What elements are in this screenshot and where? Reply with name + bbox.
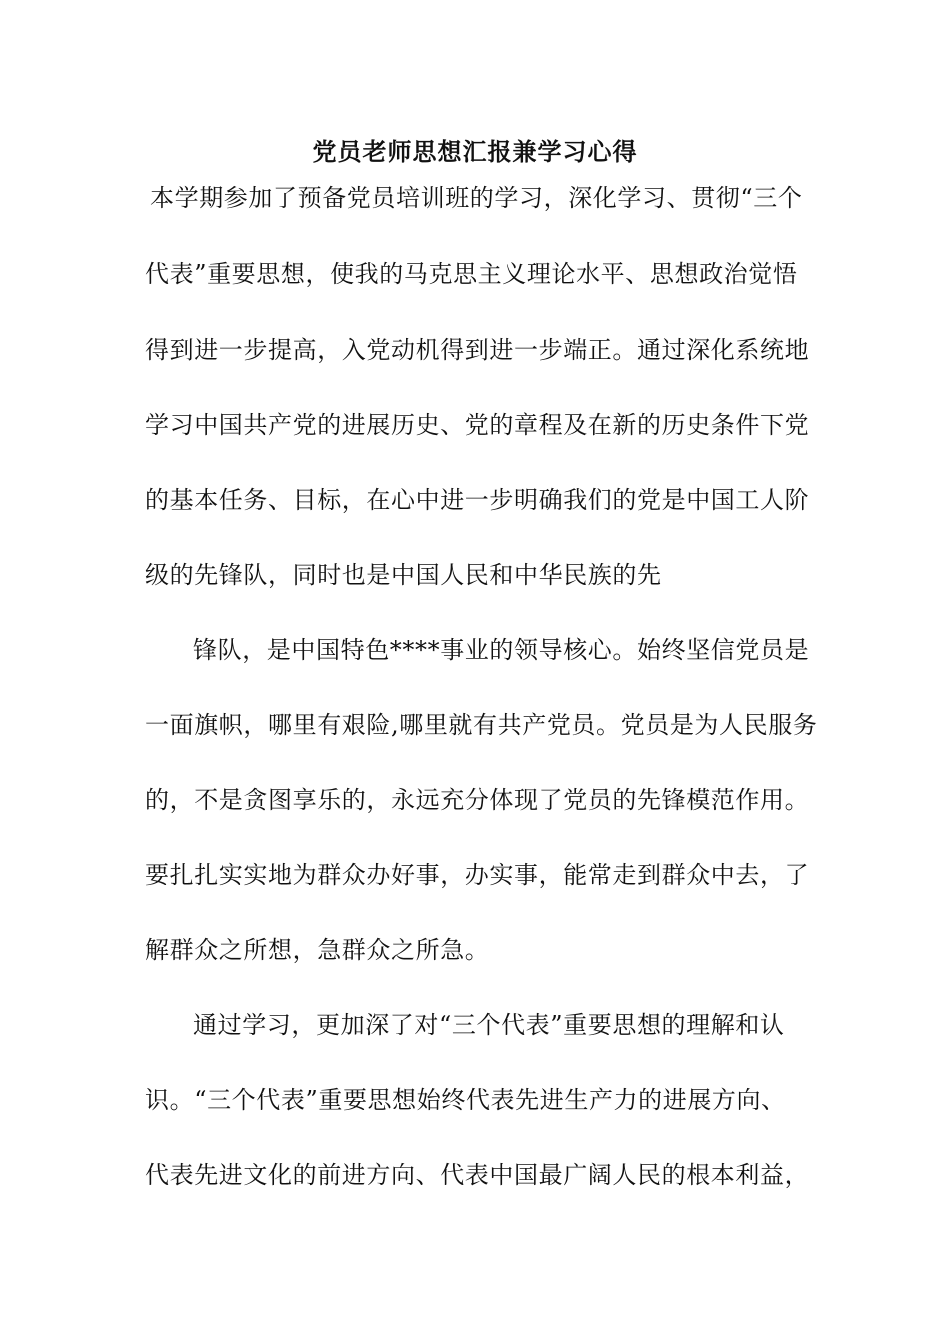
text-line-7: 锋队，是中国特色****事业的领导核心。始终坚信党员是 [193, 636, 810, 664]
text-line-13: 识。“三个代表”重要思想始终代表先进生产力的进展方向、 [145, 1086, 786, 1114]
document-title: 党员老师思想汇报兼学习心得 [312, 137, 638, 166]
text-line-1: 本学期参加了预备党员培训班的学习，深化学习、贯彻“三个 [150, 184, 803, 212]
text-line-10: 要扎扎实实地为群众办好事，办实事，能常走到群众中去，了 [145, 861, 810, 889]
text-line-11: 解群众之所想，急群众之所急。 [145, 936, 490, 964]
text-line-12: 通过学习，更加深了对“三个代表”重要思想的理解和认 [193, 1011, 785, 1039]
text-line-3: 得到进一步提高，入党动机得到进一步端正。通过深化系统地 [145, 336, 810, 364]
text-line-9: 的，不是贪图享乐的，永远充分体现了党员的先锋模范作用。 [145, 786, 810, 814]
text-line-6: 级的先锋队，同时也是中国人民和中华民族的先 [145, 561, 662, 589]
text-line-14: 代表先进文化的前进方向、代表中国最广阔人民的根本利益， [145, 1161, 810, 1189]
text-line-5: 的基本任务、目标，在心中进一步明确我们的党是中国工人阶 [145, 486, 810, 514]
text-line-4: 学习中国共产党的进展历史、党的章程及在新的历史条件下党 [145, 411, 810, 439]
text-line-8: 一面旗帜，哪里有艰险,哪里就有共产党员。党员是为人民服务 [145, 711, 818, 739]
text-line-2: 代表”重要思想，使我的马克思主义理论水平、思想政治觉悟 [145, 260, 798, 288]
